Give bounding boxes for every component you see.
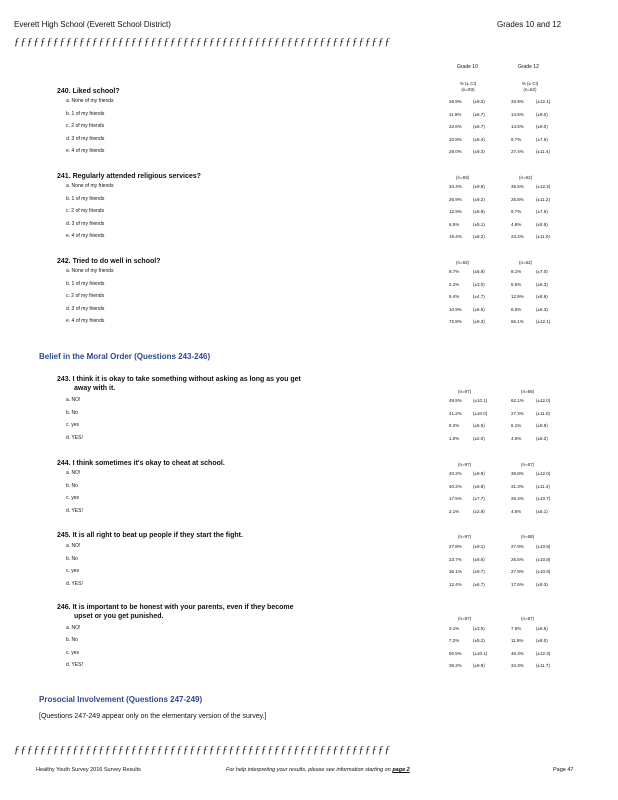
g10-ci: (±9.7): [473, 569, 485, 574]
g10-ci: (±3.0): [473, 282, 485, 287]
g12-value: 4.5%: [511, 436, 522, 441]
g12-value: 4.5%: [511, 509, 522, 514]
option-label: b. No: [66, 556, 78, 562]
g10-value: 5.4%: [449, 294, 460, 299]
g10-value: 10.9%: [449, 307, 462, 312]
option-label: c. 2 of my friends: [66, 123, 105, 129]
g12-ci: (±8.6): [536, 294, 548, 299]
n-grade12: (n=67): [521, 616, 535, 621]
g12-ci: (±12.1): [536, 319, 551, 324]
g12-ci: (±12.0): [536, 398, 551, 403]
option-label: a. NO!: [66, 397, 81, 403]
g10-value: 36.1%: [449, 569, 462, 574]
g12-value: 9.7%: [511, 209, 522, 214]
g12-value: 33.9%: [511, 99, 524, 104]
g10-value: 22.6%: [449, 124, 462, 129]
g10-value: 1.0%: [449, 436, 460, 441]
n-grade10: (n=93): [456, 175, 470, 180]
g12-ci: (±11.0): [536, 411, 550, 416]
g12-value: 9.7%: [511, 137, 522, 142]
option-label: c. 2 of my friends: [66, 293, 105, 299]
question-245-title: 245. It is all right to beat up people if they start the fight.: [57, 532, 243, 539]
g12-value: 14.5%: [511, 112, 524, 117]
option-label: c. yes: [66, 568, 80, 574]
option-label: d. YES!: [66, 508, 83, 514]
g10-ci: (±9.8): [473, 184, 485, 189]
option-label: a. NO!: [66, 543, 81, 549]
option-label: a. None of my friends: [66, 183, 114, 189]
g12-ci: (±12.1): [536, 99, 551, 104]
g10-ci: (±5.2): [473, 638, 485, 643]
grade10-pct-header: % (± CI) (n=93): [459, 81, 477, 92]
question-242-title: 242. Tried to do well in school?: [57, 258, 161, 265]
g10-ci: (±9.2): [473, 197, 485, 202]
g12-ci: (±5.1): [536, 509, 548, 514]
g12-ci: (±12.0): [536, 471, 551, 476]
g10-ci: (±6.9): [473, 209, 485, 214]
g10-ci: (±7.7): [473, 496, 485, 501]
g10-value: 27.8%: [449, 544, 462, 549]
question-243-title: 243. I think it is okay to take something without asking as long as you get: [57, 376, 301, 383]
g10-value: 8.7%: [449, 269, 460, 274]
g12-value: 6.1%: [511, 423, 522, 428]
option-label: b. 1 of my friends: [66, 111, 105, 117]
footer-help: [226, 767, 410, 773]
option-label: a. None of my friends: [66, 98, 114, 104]
header-school: Everett High School (Everett School District): [14, 20, 171, 29]
g12-value: 25.8%: [511, 197, 524, 202]
top-rule: ƒƒƒƒƒƒƒƒƒƒƒƒƒƒƒƒƒƒƒƒƒƒƒƒƒƒƒƒƒƒƒƒƒƒƒƒƒƒƒƒƒƒƒƒƒƒƒƒƒƒƒƒƒƒƒƒƒƒ: [14, 36, 391, 48]
g10-value: 72.8%: [449, 319, 462, 324]
option-label: b. No: [66, 410, 78, 416]
g10-ci: (±8.7): [473, 124, 485, 129]
g10-value: 34.4%: [449, 184, 462, 189]
g12-ci: (±9.0): [536, 124, 548, 129]
g12-value: 26.5%: [511, 557, 524, 562]
n-grade10: (n=97): [458, 462, 472, 467]
g10-ci: (±6.4): [473, 137, 485, 142]
option-label: d. 3 of my friends: [66, 136, 105, 142]
g10-value: 23.7%: [449, 557, 462, 562]
g10-value: 40.2%: [449, 484, 462, 489]
g10-value: 50.5%: [449, 651, 462, 656]
g12-value: 38.8%: [511, 471, 524, 476]
n-grade12: (n=68): [521, 534, 535, 539]
n-grade10: (n=97): [458, 616, 472, 621]
g10-ci: (±9.9): [473, 663, 485, 668]
g12-value: 66.1%: [511, 319, 524, 324]
g12-value: 24.2%: [511, 234, 524, 239]
g12-ci: (±10.8): [536, 557, 551, 562]
g10-value: 26.9%: [449, 197, 462, 202]
option-label: c. yes: [66, 422, 80, 428]
g10-ci: (±5.9): [473, 269, 485, 274]
g12-value: 27.3%: [511, 411, 524, 416]
option-label: b. No: [66, 637, 78, 643]
g12-value: 27.4%: [511, 149, 524, 154]
footer-help-text: For help interpreting your results, please see information starting on: [226, 767, 391, 773]
question-246-title: 246. It is important to be honest with your parents, even if they become: [57, 604, 294, 611]
option-label: a. NO!: [66, 625, 81, 631]
g12-ci: (±7.0): [536, 269, 548, 274]
g12-value: 7.5%: [511, 626, 522, 631]
g10-ci: (±10.0): [473, 411, 488, 416]
g12-ci: (±6.3): [536, 307, 548, 312]
g12-value: 12.9%: [511, 294, 524, 299]
g12-ci: (±8.0): [536, 638, 548, 643]
option-label: a. None of my friends: [66, 268, 114, 274]
g10-ci: (±2.9): [473, 509, 485, 514]
n-grade10: (n=97): [458, 534, 472, 539]
g12-value: 31.3%: [511, 484, 524, 489]
g10-ci: (±3.5): [473, 626, 485, 631]
g10-value: 7.2%: [449, 638, 460, 643]
footer-survey-title: Healthy Youth Survey 2016 Survey Results: [36, 767, 141, 773]
option-label: e. 4 of my friends: [66, 148, 105, 154]
g12-value: 34.3%: [511, 663, 524, 668]
g10-value: 10.8%: [449, 137, 462, 142]
g10-ci: (±9.2): [473, 99, 485, 104]
g12-value: 17.6%: [511, 582, 524, 587]
question-243-title-cont: away with it.: [74, 385, 116, 392]
g12-ci: (±5.9): [536, 423, 548, 428]
g10-value: 28.0%: [449, 149, 462, 154]
n-grade12: (n=67): [521, 462, 535, 467]
g12-ci: (±10.9): [536, 569, 551, 574]
option-label: c. 2 of my friends: [66, 208, 105, 214]
g10-ci: (±6.7): [473, 112, 485, 117]
g10-ci: (±9.3): [473, 149, 485, 154]
g10-value: 26.9%: [449, 99, 462, 104]
g12-ci: (±11.2): [536, 197, 550, 202]
g12-ci: (±5.2): [536, 436, 548, 441]
question-246-title-cont: upset or you get punished.: [74, 613, 164, 620]
g10-ci: (±5.6): [473, 423, 485, 428]
g10-value: 12.9%: [449, 209, 462, 214]
g10-ci: (±9.1): [473, 544, 485, 549]
section-prosocial-note: [Questions 247-249 appear only on the elementary version of the survey.]: [39, 713, 267, 720]
section-moral-order-title: Belief in the Moral Order (Questions 243-246): [39, 352, 211, 361]
g12-ci: (±11.0): [536, 234, 550, 239]
g10-ci: (±8.2): [473, 234, 485, 239]
grade12-pct-header: % (± CI) (n=62): [521, 81, 539, 92]
g10-value: 17.5%: [449, 496, 462, 501]
g12-value: 4.8%: [511, 222, 522, 227]
g10-ci: (±5.1): [473, 222, 485, 227]
g12-ci: (±5.5): [536, 222, 548, 227]
g10-ci: (±10.1): [473, 651, 488, 656]
option-label: b. 1 of my friends: [66, 281, 105, 287]
option-label: d. YES!: [66, 662, 83, 668]
g12-value: 27.9%: [511, 544, 524, 549]
question-244-title: 244. I think sometimes it's okay to cheat at school.: [57, 460, 225, 467]
g10-ci: (±10.1): [473, 398, 488, 403]
g10-ci: (±6.5): [473, 307, 485, 312]
n-grade10: (n=92): [456, 260, 470, 265]
question-240-title: 240. Liked school?: [57, 88, 120, 95]
option-label: b. No: [66, 483, 78, 489]
footer-page-link[interactable]: page 2: [392, 767, 410, 773]
option-label: c. yes: [66, 495, 80, 501]
g10-ci: (±6.7): [473, 582, 485, 587]
n-grade12: (n=62): [519, 175, 533, 180]
option-label: d. 3 of my friends: [66, 221, 105, 227]
g12-ci: (±6.3): [536, 282, 548, 287]
n-grade12: (n=62): [519, 260, 533, 265]
g10-value: 39.2%: [449, 663, 462, 668]
header-grades: Grades 10 and 12: [497, 20, 562, 29]
g12-ci: (±11.4): [536, 484, 550, 489]
g12-value: 35.5%: [511, 184, 524, 189]
g10-value: 2.2%: [449, 282, 460, 287]
bottom-rule: ƒƒƒƒƒƒƒƒƒƒƒƒƒƒƒƒƒƒƒƒƒƒƒƒƒƒƒƒƒƒƒƒƒƒƒƒƒƒƒƒƒƒƒƒƒƒƒƒƒƒƒƒƒƒƒƒƒƒ: [14, 744, 391, 756]
g10-ci: (±2.0): [473, 436, 485, 441]
g12-ci: (±6.5): [536, 626, 548, 631]
g10-value: 2.1%: [449, 509, 460, 514]
g10-value: 40.2%: [449, 471, 462, 476]
g12-ci: (±11.4): [536, 149, 550, 154]
option-label: c. yes: [66, 650, 80, 656]
option-label: a. NO!: [66, 470, 81, 476]
g10-value: 19.4%: [449, 234, 462, 239]
question-241-title: 241. Regularly attended religious services?: [57, 173, 201, 180]
g10-value: 6.5%: [449, 222, 460, 227]
option-label: e. 4 of my friends: [66, 233, 105, 239]
g12-value: 62.1%: [511, 398, 524, 403]
g12-value: 6.5%: [511, 282, 522, 287]
option-label: b. 1 of my friends: [66, 196, 105, 202]
footer-page-number: Page 47: [553, 767, 574, 773]
g12-ci: (±12.2): [536, 184, 551, 189]
g12-value: 46.3%: [511, 651, 524, 656]
g12-value: 27.9%: [511, 569, 524, 574]
option-label: d. YES!: [66, 435, 83, 441]
g10-ci: (±9.9): [473, 471, 485, 476]
g12-value: 8.1%: [511, 269, 522, 274]
g12-ci: (±12.3): [536, 651, 551, 656]
g12-value: 14.5%: [511, 124, 524, 129]
g10-ci: (±9.9): [473, 484, 485, 489]
g12-value: 6.5%: [511, 307, 522, 312]
g10-value: 11.8%: [449, 112, 462, 117]
grade12-label: Grade 12: [518, 64, 539, 70]
option-label: d. 3 of my friends: [66, 306, 105, 312]
section-prosocial-title: Prosocial Involvement (Questions 247-249): [39, 695, 203, 704]
option-label: d. YES!: [66, 581, 83, 587]
g10-value: 49.5%: [449, 398, 462, 403]
g10-value: 41.2%: [449, 411, 462, 416]
g12-ci: (±7.6): [536, 209, 548, 214]
g10-value: 8.2%: [449, 423, 460, 428]
g10-ci: (±9.3): [473, 319, 485, 324]
g12-ci: (±9.0): [536, 112, 548, 117]
g12-ci: (±10.9): [536, 544, 551, 549]
n-grade12: (n=66): [521, 389, 535, 394]
option-label: e. 4 of my friends: [66, 318, 105, 324]
g12-ci: (±11.7): [536, 663, 550, 668]
g10-value: 3.1%: [449, 626, 460, 631]
g10-ci: (±8.6): [473, 557, 485, 562]
g12-ci: (±7.6): [536, 137, 548, 142]
g12-ci: (±10.7): [536, 496, 551, 501]
g12-value: 25.4%: [511, 496, 524, 501]
g12-ci: (±9.3): [536, 582, 548, 587]
grade10-label: Grade 10: [457, 64, 478, 70]
g10-value: 12.4%: [449, 582, 462, 587]
g12-value: 11.9%: [511, 638, 524, 643]
n-grade10: (n=97): [458, 389, 472, 394]
g10-ci: (±4.7): [473, 294, 485, 299]
